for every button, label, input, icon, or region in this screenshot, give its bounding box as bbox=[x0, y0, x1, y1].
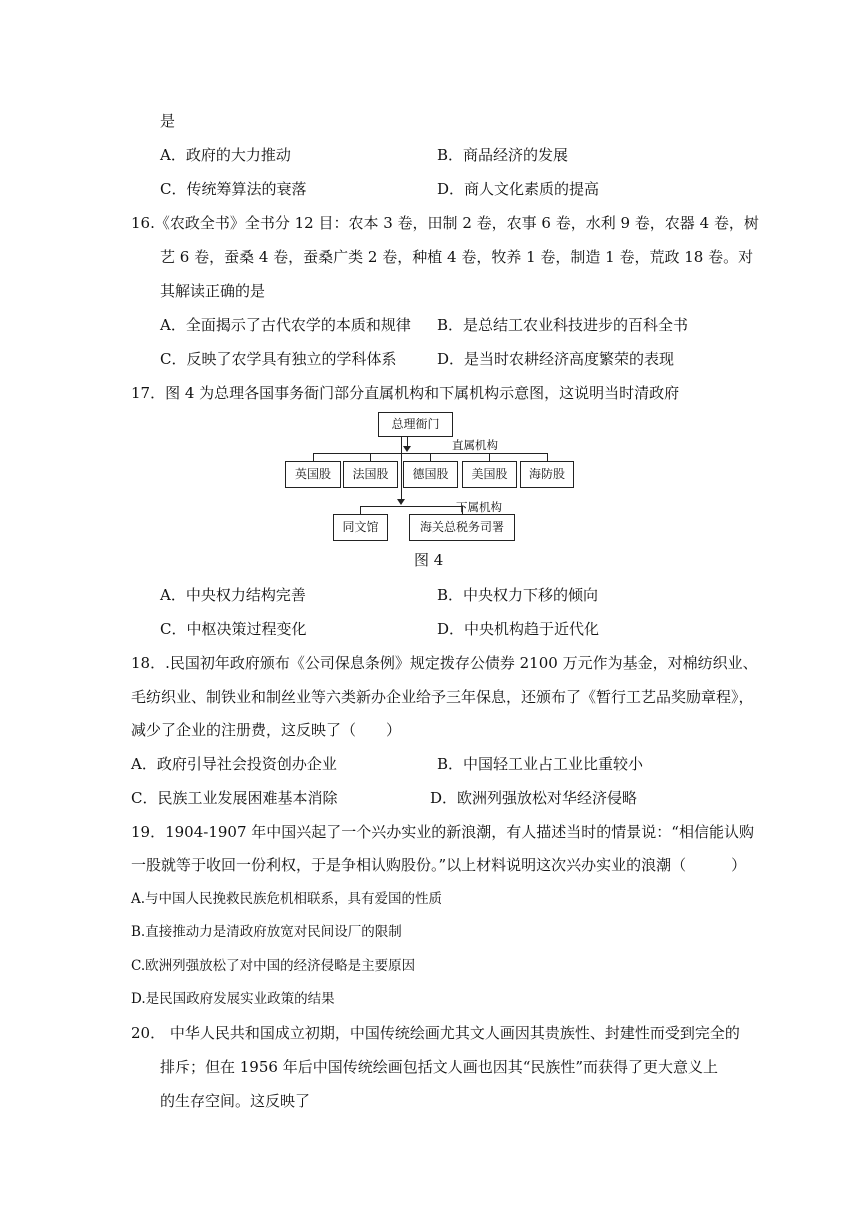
figure-caption: 图 4 bbox=[414, 551, 444, 569]
q17-option-a: A．中央权力结构完善 bbox=[160, 586, 306, 604]
q16-stem-line2: 艺 6 卷，蚕桑 4 卷，蚕桑广类 2 卷，种植 4 卷，牧养 1 卷，制造 1 卷，荒政 18 卷。对 bbox=[160, 248, 754, 266]
arrow-shaft-2 bbox=[401, 437, 402, 501]
q15-option-c: C．传统筹算法的衰落 bbox=[160, 180, 307, 198]
q18-option-d: D．欧洲列强放松对华经济侵略 bbox=[430, 789, 638, 807]
q19-option-b: B.直接推动力是清政府放宽对民间设厂的限制 bbox=[131, 924, 402, 940]
arrow-head-2 bbox=[397, 499, 405, 505]
sub-unit-2: 海关总税务司署 bbox=[409, 514, 515, 541]
direct-tick-4 bbox=[489, 453, 490, 461]
q16-option-a: A．全面揭示了古代农学的本质和规律 bbox=[160, 316, 411, 334]
q19-option-a: A.与中国人民挽救民族危机相联系，具有爱国的性质 bbox=[131, 891, 443, 907]
q16-option-c: C．反映了农学具有独立的学科体系 bbox=[160, 350, 397, 368]
q15-option-d: D．商人文化素质的提高 bbox=[437, 180, 600, 198]
q19-stem-line2: 一股就等于收回一份利权，于是争相认购股份。”以上材料说明这次兴办实业的浪潮（ ） bbox=[131, 856, 747, 874]
direct-tick-1 bbox=[313, 453, 314, 461]
q18-option-c: C．民族工业发展困难基本消除 bbox=[131, 789, 338, 807]
sub-connector bbox=[360, 506, 462, 507]
arrow-head-1 bbox=[403, 446, 411, 452]
diagram-top-box: 总理衙门 bbox=[378, 412, 453, 437]
direct-unit-3: 德国股 bbox=[403, 461, 458, 488]
sub-tick-1 bbox=[360, 506, 361, 514]
q19-stem-line1: 19．1904-1907 年中国兴起了一个兴办实业的新浪潮，有人描述当时的情景说：“相信能认购 bbox=[131, 823, 754, 841]
q18-option-a: A．政府引导社会投资创办企业 bbox=[131, 755, 337, 773]
q18-stem-line3: 减少了企业的注册费，这反映了（ ） bbox=[131, 721, 402, 739]
q17-option-b: B．中央权力下移的倾向 bbox=[437, 586, 599, 604]
q16-option-b: B．是总结工农业科技进步的百科全书 bbox=[437, 316, 689, 334]
direct-unit-2: 法国股 bbox=[343, 461, 398, 488]
q17-option-c: C．中枢决策过程变化 bbox=[160, 620, 307, 638]
q20-stem-line1: 20． 中华人民共和国成立初期，中国传统绘画尤其文人画因其贵族性、封建性而受到完全的 bbox=[131, 1024, 740, 1042]
sub-unit-1: 同文馆 bbox=[333, 514, 388, 541]
q19-option-d: D.是民国政府发展实业政策的结果 bbox=[131, 991, 335, 1007]
q18-stem-line1: 18．.民国初年政府颁布《公司保息条例》规定拨存公债券 2100 万元作为基金，对棉纺织业、 bbox=[131, 654, 758, 672]
direct-tick-3 bbox=[430, 453, 431, 461]
q15-option-a: A．政府的大力推动 bbox=[160, 146, 291, 164]
q18-option-b: B．中国轻工业占工业比重较小 bbox=[437, 755, 644, 773]
q17-option-d: D．中央机构趋于近代化 bbox=[437, 620, 600, 638]
q19-option-c: C.欧洲列强放松了对中国的经济侵略是主要原因 bbox=[131, 958, 416, 974]
q17-stem-line1: 17．图 4 为总理各国事务衙门部分直属机构和下属机构示意图，这说明当时清政府 bbox=[131, 384, 680, 402]
q18-stem-line2: 毛纺织业、制铁业和制丝业等六类新办企业给予三年保息，还颁布了《暂行工艺品奖励章程》， bbox=[131, 688, 754, 706]
q20-stem-line2: 排斥；但在 1956 年后中国传统绘画包括文人画也因其“民族性”而获得了更大意义上 bbox=[160, 1058, 719, 1076]
q16-stem-line1: 16.《农政全书》全书分 12 目：农本 3 卷，田制 2 卷，农事 6 卷，水利 9 卷，农器 4 卷，树 bbox=[131, 214, 759, 232]
direct-unit-1: 英国股 bbox=[285, 461, 341, 488]
q20-stem-line3: 的生存空间。这反映了 bbox=[160, 1092, 311, 1110]
direct-unit-5: 海防股 bbox=[520, 461, 574, 488]
q15-option-b: B．商品经济的发展 bbox=[437, 146, 569, 164]
q16-stem-line3: 其解读正确的是 bbox=[160, 282, 266, 300]
sub-label: 下属机构 bbox=[456, 500, 502, 514]
direct-unit-4: 美国股 bbox=[462, 461, 517, 488]
q15-tail: 是 bbox=[160, 112, 176, 130]
direct-label: 直属机构 bbox=[452, 438, 498, 452]
sub-tick-2 bbox=[462, 506, 463, 514]
q16-option-d: D．是当时农耕经济高度繁荣的表现 bbox=[437, 350, 675, 368]
direct-tick-2 bbox=[370, 453, 371, 461]
direct-tick-5 bbox=[547, 453, 548, 461]
